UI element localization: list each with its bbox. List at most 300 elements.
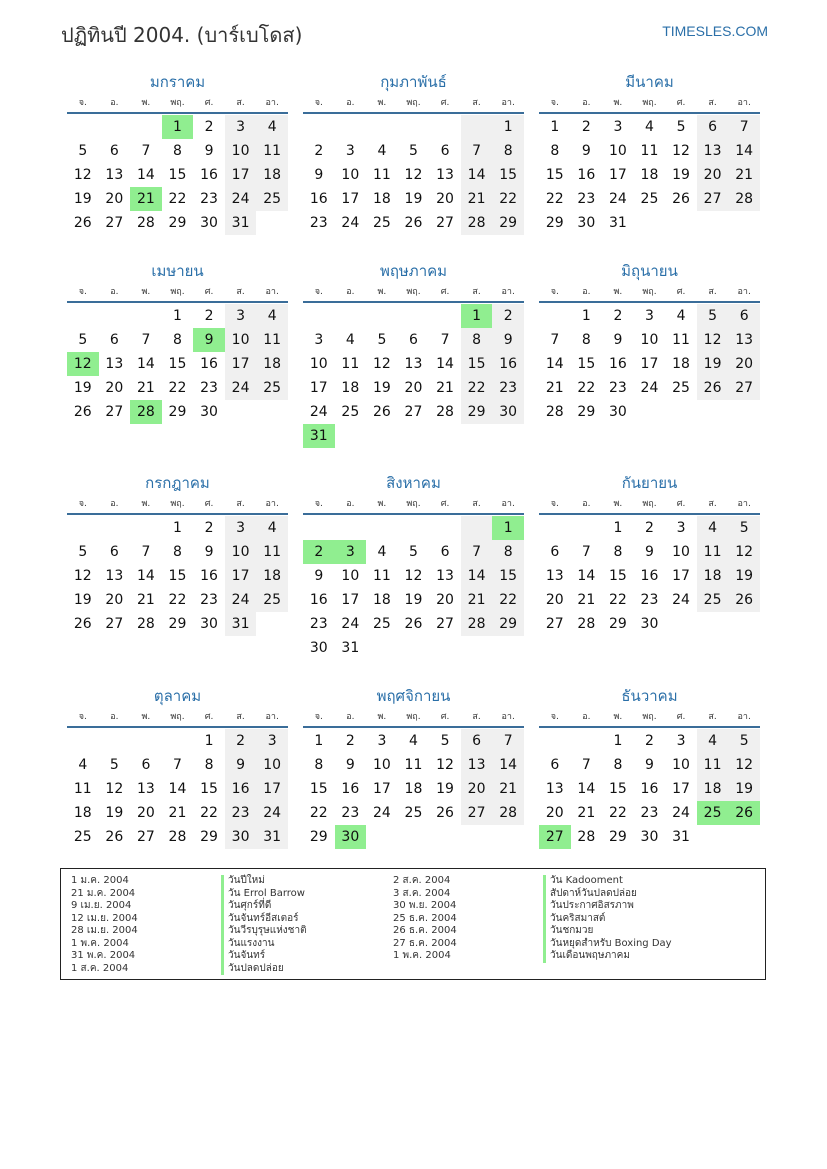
day-cell[interactable]: 27 [105,215,124,231]
day-cell[interactable]: 16 [640,781,659,797]
day-cell[interactable]: 15 [200,781,218,797]
day-cell[interactable]: 10 [225,328,257,352]
day-cell[interactable]: 21 [461,588,493,612]
day-cell[interactable]: 4 [256,115,288,139]
day-cell[interactable]: 25 [256,376,288,400]
day-cell[interactable]: 25 [256,187,288,211]
day-cell[interactable]: 4 [645,119,654,135]
day-cell[interactable]: 30 [309,640,328,656]
day-cell[interactable]: 1 [173,520,182,536]
day-cell[interactable]: 28 [461,211,493,235]
day-cell[interactable]: 15 [309,781,328,797]
day-cell[interactable]: 13 [545,781,564,797]
day-cell[interactable]: 16 [309,191,328,207]
day-cell[interactable]: 25 [256,588,288,612]
day-cell[interactable]: 18 [372,191,391,207]
day-cell[interactable]: 11 [73,781,92,797]
day-cell[interactable]: 13 [697,139,729,163]
day-cell[interactable]: 15 [168,167,187,183]
day-cell[interactable]: 16 [200,356,218,372]
day-cell[interactable]: 4 [676,308,686,324]
holiday-day[interactable]: 31 [303,424,335,448]
day-cell[interactable]: 2 [645,520,654,536]
day-cell[interactable]: 16 [309,592,328,608]
day-cell[interactable]: 15 [608,568,627,584]
day-cell[interactable]: 4 [78,757,88,773]
day-cell[interactable]: 9 [492,328,524,352]
day-cell[interactable]: 5 [377,332,387,348]
day-cell[interactable]: 15 [577,356,596,372]
day-cell[interactable]: 7 [141,332,151,348]
day-cell[interactable]: 17 [608,167,627,183]
day-cell[interactable]: 9 [613,332,623,348]
day-cell[interactable]: 9 [645,757,654,773]
day-cell[interactable]: 2 [204,520,214,536]
day-cell[interactable]: 9 [314,568,324,584]
day-cell[interactable]: 20 [105,592,124,608]
day-cell[interactable]: 5 [697,304,729,328]
day-cell[interactable]: 30 [225,825,257,849]
day-cell[interactable]: 10 [225,540,257,564]
day-cell[interactable]: 26 [372,404,391,420]
day-cell[interactable]: 17 [225,564,257,588]
day-cell[interactable]: 6 [550,757,560,773]
holiday-day[interactable]: 25 [697,801,729,825]
day-cell[interactable]: 27 [436,616,454,632]
day-cell[interactable]: 22 [168,592,187,608]
day-cell[interactable]: 16 [640,568,659,584]
day-cell[interactable]: 23 [341,805,360,821]
day-cell[interactable]: 30 [200,404,218,420]
day-cell[interactable]: 15 [461,352,493,376]
day-cell[interactable]: 21 [136,592,155,608]
day-cell[interactable]: 10 [640,332,659,348]
day-cell[interactable]: 25 [372,215,391,231]
day-cell[interactable]: 22 [608,805,627,821]
day-cell[interactable]: 19 [697,352,729,376]
day-cell[interactable]: 4 [697,729,729,753]
day-cell[interactable]: 7 [581,544,591,560]
day-cell[interactable]: 19 [404,191,423,207]
day-cell[interactable]: 16 [577,167,596,183]
day-cell[interactable]: 5 [78,143,88,159]
day-cell[interactable]: 13 [136,781,155,797]
day-cell[interactable]: 12 [436,757,454,773]
holiday-day[interactable]: 9 [193,328,225,352]
day-cell[interactable]: 13 [404,356,423,372]
day-cell[interactable]: 12 [728,753,760,777]
day-cell[interactable]: 1 [492,115,524,139]
day-cell[interactable]: 26 [436,805,454,821]
day-cell[interactable]: 27 [461,801,493,825]
day-cell[interactable]: 17 [309,380,328,396]
day-cell[interactable]: 5 [728,516,760,540]
day-cell[interactable]: 31 [256,825,288,849]
day-cell[interactable]: 28 [728,187,760,211]
day-cell[interactable]: 31 [225,211,257,235]
day-cell[interactable]: 16 [608,356,627,372]
day-cell[interactable]: 19 [372,380,391,396]
site-link[interactable]: TIMESLES.COM [662,23,768,39]
day-cell[interactable]: 19 [728,777,760,801]
day-cell[interactable]: 20 [404,380,423,396]
day-cell[interactable]: 17 [341,191,360,207]
day-cell[interactable]: 7 [492,729,524,753]
day-cell[interactable]: 9 [204,544,214,560]
day-cell[interactable]: 24 [309,404,328,420]
holiday-day[interactable]: 28 [130,400,162,424]
day-cell[interactable]: 11 [341,356,360,372]
day-cell[interactable]: 24 [608,191,627,207]
day-cell[interactable]: 23 [309,616,328,632]
day-cell[interactable]: 15 [168,356,187,372]
day-cell[interactable]: 24 [225,187,257,211]
day-cell[interactable]: 6 [440,544,450,560]
day-cell[interactable]: 19 [728,564,760,588]
holiday-day[interactable]: 27 [539,825,571,849]
day-cell[interactable]: 17 [256,777,288,801]
day-cell[interactable]: 28 [492,801,524,825]
day-cell[interactable]: 28 [168,829,187,845]
day-cell[interactable]: 7 [550,332,560,348]
day-cell[interactable]: 22 [309,805,328,821]
day-cell[interactable]: 6 [697,115,729,139]
day-cell[interactable]: 8 [613,757,623,773]
day-cell[interactable]: 13 [545,568,564,584]
day-cell[interactable]: 19 [73,592,92,608]
day-cell[interactable]: 4 [345,332,355,348]
day-cell[interactable]: 4 [377,544,387,560]
day-cell[interactable]: 14 [577,568,596,584]
day-cell[interactable]: 16 [200,568,218,584]
holiday-day[interactable]: 1 [492,516,524,540]
day-cell[interactable]: 20 [697,163,729,187]
day-cell[interactable]: 10 [341,167,360,183]
day-cell[interactable]: 22 [492,187,524,211]
day-cell[interactable]: 3 [613,119,623,135]
day-cell[interactable]: 28 [577,829,596,845]
day-cell[interactable]: 8 [204,757,214,773]
day-cell[interactable]: 8 [314,757,324,773]
day-cell[interactable]: 29 [461,400,493,424]
day-cell[interactable]: 21 [492,777,524,801]
day-cell[interactable]: 23 [200,191,218,207]
day-cell[interactable]: 30 [492,400,524,424]
day-cell[interactable]: 8 [173,332,182,348]
day-cell[interactable]: 12 [372,356,391,372]
day-cell[interactable]: 12 [105,781,124,797]
day-cell[interactable]: 18 [640,167,659,183]
day-cell[interactable]: 5 [728,729,760,753]
day-cell[interactable]: 3 [314,332,324,348]
day-cell[interactable]: 28 [136,215,155,231]
day-cell[interactable]: 29 [492,211,524,235]
day-cell[interactable]: 9 [225,753,257,777]
day-cell[interactable]: 17 [225,352,257,376]
day-cell[interactable]: 29 [577,404,596,420]
day-cell[interactable]: 19 [404,592,423,608]
day-cell[interactable]: 4 [697,516,729,540]
day-cell[interactable]: 18 [372,592,391,608]
day-cell[interactable]: 23 [608,380,627,396]
day-cell[interactable]: 17 [672,781,690,797]
day-cell[interactable]: 27 [105,404,124,420]
day-cell[interactable]: 2 [204,308,214,324]
day-cell[interactable]: 14 [136,568,155,584]
day-cell[interactable]: 10 [372,757,391,773]
day-cell[interactable]: 21 [168,805,187,821]
day-cell[interactable]: 18 [73,805,92,821]
day-cell[interactable]: 6 [109,143,119,159]
holiday-day[interactable]: 21 [130,187,162,211]
day-cell[interactable]: 20 [461,777,493,801]
day-cell[interactable]: 23 [492,376,524,400]
day-cell[interactable]: 24 [672,805,690,821]
day-cell[interactable]: 3 [225,304,257,328]
day-cell[interactable]: 21 [577,592,596,608]
day-cell[interactable]: 2 [492,304,524,328]
day-cell[interactable]: 1 [173,308,182,324]
day-cell[interactable]: 11 [256,328,288,352]
day-cell[interactable]: 6 [440,143,450,159]
day-cell[interactable]: 22 [545,191,564,207]
day-cell[interactable]: 27 [105,616,124,632]
day-cell[interactable]: 9 [645,544,654,560]
day-cell[interactable]: 26 [728,588,760,612]
holiday-day[interactable]: 2 [303,540,335,564]
day-cell[interactable]: 28 [577,616,596,632]
day-cell[interactable]: 13 [461,753,493,777]
holiday-day[interactable]: 1 [162,115,194,139]
day-cell[interactable]: 4 [377,143,387,159]
day-cell[interactable]: 14 [577,781,596,797]
holiday-day[interactable]: 30 [335,825,367,849]
day-cell[interactable]: 24 [256,801,288,825]
day-cell[interactable]: 25 [341,404,360,420]
day-cell[interactable]: 29 [168,215,187,231]
day-cell[interactable]: 18 [672,356,690,372]
day-cell[interactable]: 10 [608,143,627,159]
day-cell[interactable]: 12 [73,167,92,183]
day-cell[interactable]: 21 [577,805,596,821]
day-cell[interactable]: 13 [436,568,454,584]
day-cell[interactable]: 2 [204,119,214,135]
day-cell[interactable]: 15 [545,167,564,183]
day-cell[interactable]: 18 [697,564,729,588]
day-cell[interactable]: 26 [73,404,92,420]
day-cell[interactable]: 18 [404,781,423,797]
day-cell[interactable]: 31 [225,612,257,636]
day-cell[interactable]: 25 [404,805,423,821]
day-cell[interactable]: 3 [225,516,257,540]
day-cell[interactable]: 3 [377,733,387,749]
day-cell[interactable]: 22 [168,191,187,207]
day-cell[interactable]: 14 [461,163,493,187]
day-cell[interactable]: 29 [168,404,187,420]
day-cell[interactable]: 3 [256,729,288,753]
day-cell[interactable]: 2 [645,733,654,749]
day-cell[interactable]: 19 [73,191,92,207]
day-cell[interactable]: 14 [136,167,155,183]
day-cell[interactable]: 28 [461,612,493,636]
day-cell[interactable]: 24 [341,215,360,231]
day-cell[interactable]: 7 [141,143,151,159]
day-cell[interactable]: 17 [225,163,257,187]
day-cell[interactable]: 8 [581,332,591,348]
day-cell[interactable]: 2 [613,308,623,324]
day-cell[interactable]: 26 [73,616,92,632]
day-cell[interactable]: 23 [200,380,218,396]
day-cell[interactable]: 19 [672,167,690,183]
day-cell[interactable]: 28 [545,404,564,420]
day-cell[interactable]: 25 [372,616,391,632]
day-cell[interactable]: 27 [136,829,155,845]
day-cell[interactable]: 14 [492,753,524,777]
day-cell[interactable]: 9 [314,167,324,183]
day-cell[interactable]: 29 [545,215,564,231]
day-cell[interactable]: 4 [256,516,288,540]
day-cell[interactable]: 8 [550,143,560,159]
day-cell[interactable]: 19 [73,380,92,396]
day-cell[interactable]: 17 [640,356,659,372]
day-cell[interactable]: 1 [204,733,214,749]
day-cell[interactable]: 21 [136,380,155,396]
day-cell[interactable]: 11 [640,143,659,159]
day-cell[interactable]: 30 [577,215,596,231]
day-cell[interactable]: 25 [640,191,659,207]
day-cell[interactable]: 11 [672,332,690,348]
day-cell[interactable]: 17 [672,568,690,584]
day-cell[interactable]: 4 [256,304,288,328]
day-cell[interactable]: 27 [404,404,423,420]
day-cell[interactable]: 29 [492,612,524,636]
day-cell[interactable]: 29 [608,829,627,845]
day-cell[interactable]: 10 [309,356,328,372]
day-cell[interactable]: 7 [461,139,493,163]
day-cell[interactable]: 3 [645,308,654,324]
day-cell[interactable]: 12 [672,143,690,159]
day-cell[interactable]: 17 [372,781,391,797]
day-cell[interactable]: 22 [200,805,218,821]
day-cell[interactable]: 6 [461,729,493,753]
day-cell[interactable]: 30 [200,616,218,632]
day-cell[interactable]: 5 [409,143,418,159]
day-cell[interactable]: 1 [613,733,623,749]
day-cell[interactable]: 8 [173,143,182,159]
day-cell[interactable]: 27 [728,376,760,400]
day-cell[interactable]: 19 [436,781,454,797]
day-cell[interactable]: 21 [728,163,760,187]
day-cell[interactable]: 23 [309,215,328,231]
day-cell[interactable]: 5 [440,733,450,749]
day-cell[interactable]: 31 [672,829,690,845]
day-cell[interactable]: 29 [608,616,627,632]
day-cell[interactable]: 4 [409,733,418,749]
day-cell[interactable]: 6 [109,544,119,560]
day-cell[interactable]: 2 [345,733,355,749]
day-cell[interactable]: 20 [436,191,454,207]
day-cell[interactable]: 11 [697,753,729,777]
day-cell[interactable]: 27 [697,187,729,211]
day-cell[interactable]: 25 [697,588,729,612]
day-cell[interactable]: 12 [404,167,423,183]
day-cell[interactable]: 20 [545,805,564,821]
holiday-day[interactable]: 26 [728,801,760,825]
day-cell[interactable]: 25 [73,829,92,845]
day-cell[interactable]: 14 [461,564,493,588]
day-cell[interactable]: 18 [341,380,360,396]
day-cell[interactable]: 7 [728,115,760,139]
day-cell[interactable]: 11 [697,540,729,564]
day-cell[interactable]: 15 [608,781,627,797]
day-cell[interactable]: 15 [492,163,524,187]
day-cell[interactable]: 12 [404,568,423,584]
day-cell[interactable]: 29 [309,829,328,845]
day-cell[interactable]: 25 [672,380,690,396]
day-cell[interactable]: 8 [461,328,493,352]
day-cell[interactable]: 26 [105,829,124,845]
day-cell[interactable]: 27 [545,616,564,632]
day-cell[interactable]: 17 [341,592,360,608]
day-cell[interactable]: 23 [577,191,596,207]
day-cell[interactable]: 16 [341,781,360,797]
day-cell[interactable]: 5 [78,332,88,348]
day-cell[interactable]: 1 [550,119,560,135]
day-cell[interactable]: 22 [168,380,187,396]
day-cell[interactable]: 30 [640,616,659,632]
day-cell[interactable]: 10 [672,544,690,560]
day-cell[interactable]: 11 [372,568,391,584]
day-cell[interactable]: 2 [314,143,324,159]
day-cell[interactable]: 11 [404,757,423,773]
day-cell[interactable]: 20 [728,352,760,376]
day-cell[interactable]: 5 [409,544,418,560]
day-cell[interactable]: 23 [640,592,659,608]
day-cell[interactable]: 9 [345,757,355,773]
day-cell[interactable]: 24 [225,588,257,612]
day-cell[interactable]: 13 [728,328,760,352]
day-cell[interactable]: 3 [676,520,686,536]
day-cell[interactable]: 2 [225,729,257,753]
day-cell[interactable]: 21 [461,187,493,211]
day-cell[interactable]: 22 [492,588,524,612]
day-cell[interactable]: 24 [341,616,360,632]
day-cell[interactable]: 1 [581,308,591,324]
day-cell[interactable]: 13 [105,356,124,372]
day-cell[interactable]: 24 [372,805,391,821]
day-cell[interactable]: 21 [436,380,454,396]
day-cell[interactable]: 11 [256,139,288,163]
day-cell[interactable]: 6 [109,332,119,348]
day-cell[interactable]: 29 [168,616,187,632]
day-cell[interactable]: 16 [225,777,257,801]
day-cell[interactable]: 1 [613,520,623,536]
day-cell[interactable]: 6 [409,332,418,348]
day-cell[interactable]: 31 [608,215,627,231]
day-cell[interactable]: 8 [613,544,623,560]
day-cell[interactable]: 24 [640,380,659,396]
day-cell[interactable]: 18 [256,564,288,588]
day-cell[interactable]: 10 [225,139,257,163]
day-cell[interactable]: 12 [697,328,729,352]
day-cell[interactable]: 26 [697,376,729,400]
day-cell[interactable]: 20 [545,592,564,608]
day-cell[interactable]: 5 [78,544,88,560]
day-cell[interactable]: 28 [436,404,454,420]
day-cell[interactable]: 7 [440,332,450,348]
day-cell[interactable]: 27 [436,215,454,231]
day-cell[interactable]: 22 [608,592,627,608]
